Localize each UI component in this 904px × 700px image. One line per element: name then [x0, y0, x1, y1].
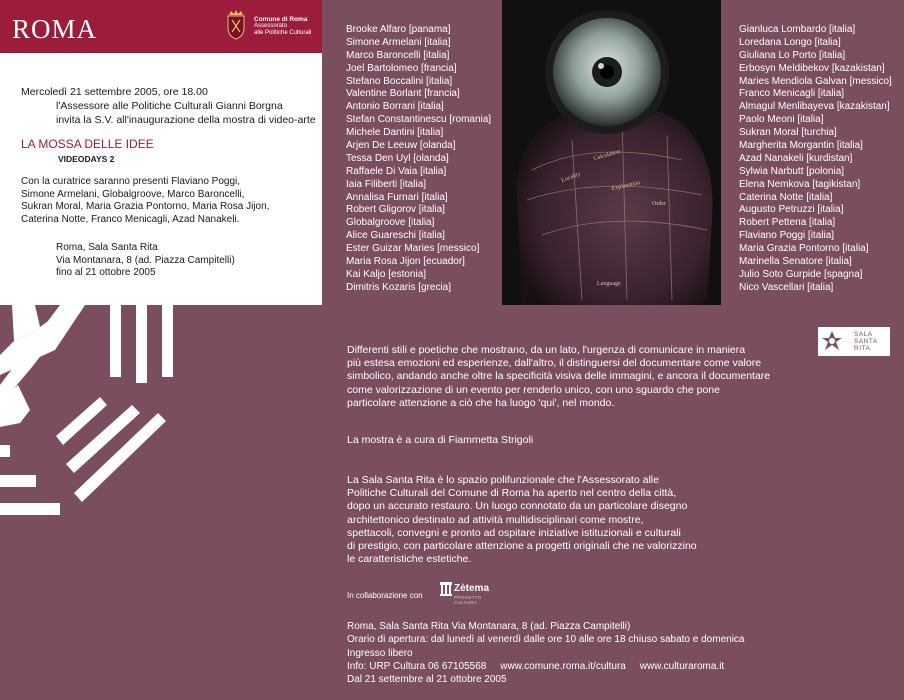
artist-item: Antonio Borrani [italia]	[346, 101, 444, 113]
artist-item: Alice Guareschi [italia]	[346, 230, 445, 242]
artist-item: Augusto Petruzzi [italia]	[739, 204, 844, 216]
comune-line-3: alle Politiche Culturali	[254, 30, 312, 36]
sala-santa-rita-logo	[818, 327, 890, 356]
description-paragraph	[347, 344, 770, 410]
sala-logo-line: SALA	[854, 331, 873, 338]
artist-item: Erbosyn Meldibekov [kazakistan]	[739, 62, 885, 74]
footer-contacts: Info: URP Cultura 06 67105568 www.comune.roma.it/cultura www.culturaroma.it	[347, 660, 725, 672]
artist-item: Sylwia Narbutt [polonia]	[739, 165, 845, 177]
zetema-logo	[440, 582, 496, 604]
description-line: simbolico, andando anche oltre la specificità visiva delle immagini, e ancora il documentare	[347, 370, 771, 383]
artist-item: Sukran Moral [turchia]	[739, 127, 837, 139]
artist-item: Loredana Longo [italia]	[739, 36, 841, 48]
exhibition-subtitle: VIDEODAYS 2	[58, 154, 115, 164]
sala-description-line: le caratteristiche estetiche.	[347, 553, 472, 566]
venue-text	[56, 242, 235, 280]
description-line: Differenti stili e poetiche che mostrano, da un lato, l'urgenza di comunicare in maniera	[347, 344, 746, 356]
zetema-icon	[440, 582, 452, 596]
footer-entry: Ingresso libero	[347, 647, 413, 659]
phrenology-head-image	[502, 0, 721, 305]
venue-line: fino al 21 ottobre 2005	[56, 267, 156, 278]
artist-item: Elena Nemkova [tagikistan]	[739, 178, 861, 190]
artist-item: Globalgroove [italia]	[346, 217, 435, 229]
sala-description	[347, 474, 697, 566]
artist-item: Stefan Constantinescu [romania]	[346, 114, 492, 126]
artists-list-left	[346, 24, 491, 295]
description-line: particolare attenzione a ciò che ha luogo 'qui', nel mondo.	[347, 396, 615, 409]
venue-line: Via Montanara, 8 (ad. Piazza Campitelli)	[56, 254, 235, 266]
artist-item: Arjen De Leeuw [olanda]	[346, 140, 456, 152]
invite-line-2: invita la S.V. all'inaugurazione della mostra di video-arte	[56, 114, 316, 126]
comune-text	[254, 16, 311, 37]
artwork-word: Locality	[560, 171, 582, 184]
zetema-subtitle: PROGETTO CULTURA	[454, 595, 482, 605]
sala-santa-rita-text	[854, 331, 878, 352]
roma-logo: ROMA	[12, 14, 98, 44]
artwork-word: Explanation	[611, 180, 641, 192]
sala-description-line: spettacoli, convegni e pronto ad ospitare iniziative istituzionali e culturali	[347, 526, 681, 539]
artist-item: Azad Nanakeli [kurdistan]	[739, 152, 853, 164]
artist-item: Flaviano Poggi [italia]	[739, 230, 835, 242]
artist-item: Tessa Den Uyl [olanda]	[346, 152, 449, 164]
artist-item: Ester Guizar Maries [messico]	[346, 243, 480, 255]
artist-item: Valentine Borlant [francia]	[346, 88, 460, 100]
presenters-line: Caterina Notte, Franco Menicagli, Azad Nanakeli.	[21, 213, 240, 225]
artwork-word: Order	[652, 201, 666, 207]
artist-item: Joel Bartolomeo [francia]	[346, 62, 457, 74]
artist-item: Michele Dantini [italia]	[346, 127, 444, 139]
artist-item: Iaia Filiberti [italia]	[346, 178, 427, 190]
artist-item: Marinella Senatore [italia]	[739, 256, 852, 268]
roma-crest-icon	[226, 10, 246, 40]
event-date: Mercoledì 21 settembre 2005, ore 18.00	[21, 86, 208, 98]
artwork-word: Calculation	[592, 148, 622, 162]
artist-item: Annalisa Furnari [italia]	[346, 191, 448, 203]
sala-description-line: architettonico destinato ad attività multidisciplinari come mostre,	[347, 513, 644, 526]
artist-item: Brooke Alfaro [panama]	[346, 24, 451, 35]
artist-item: Kai Kaljo [estonia]	[346, 268, 427, 280]
footer-address: Roma, Sala Santa Rita Via Montanara, 8 (ad. Piazza Campitelli)	[347, 621, 631, 632]
venue-line: Roma, Sala Santa Rita	[56, 242, 158, 253]
hands-graphic	[0, 305, 200, 545]
zetema-name: Zètema	[454, 583, 490, 594]
artist-item: Caterina Notte [italia]	[739, 191, 833, 203]
sala-description-line: Politiche Culturali del Comune di Roma ha aperto nel centro della città,	[347, 487, 677, 500]
artist-item: Paolo Meoni [italia]	[739, 114, 824, 126]
collaboration-label: In collaborazione con	[347, 591, 423, 600]
artist-item: Dimitris Kozaris [grecia]	[346, 281, 452, 293]
sala-logo-line: RITA	[854, 345, 871, 352]
sala-description-line: dopo un accurato restauro. Un luogo connotato da un particolare disegno	[347, 500, 688, 513]
invite-line-1: l'Assessore alle Politiche Culturali Gianni Borgna	[56, 100, 283, 112]
artist-item: Almagul Menlibayeva [kazakistan]	[739, 101, 890, 113]
artist-item: Franco Menicagli [italia]	[739, 88, 845, 100]
artist-item: Julio Soto Gurpide [spagna]	[739, 268, 863, 280]
exhibition-title: LA MOSSA DELLE IDEE	[21, 137, 154, 151]
artist-item: Robert Gligorov [italia]	[346, 204, 445, 216]
comune-line-2: Assessorato	[254, 23, 288, 29]
sala-description-line: La Sala Santa Rita è lo spazio polifunzionale che l'Assessorato alle	[347, 474, 659, 486]
artist-item: Nico Vascellari [italia]	[739, 281, 834, 293]
sala-santa-rita-icon	[822, 331, 842, 351]
footer-dates: Dal 21 settembre al 21 ottobre 2005	[347, 674, 507, 686]
artist-item: Giuliana Lo Porto [italia]	[739, 49, 846, 61]
artist-item: Maries Mendiola Galvan [messico]	[739, 75, 892, 87]
artist-item: Maria Grazia Pontorno [italia]	[739, 243, 869, 255]
footer-hours: Orario di apertura: dal lunedì al venerdì dalle ore 10 alle ore 18 chiuso sabato e domenica	[347, 634, 745, 646]
artist-item: Gianluca Lombardo [italia]	[739, 24, 856, 35]
artist-item: Simone Armelani [italia]	[346, 36, 451, 48]
sala-logo-line: SANTA	[854, 338, 878, 345]
comune-line-1: Comune di Roma	[254, 16, 308, 23]
curator-text: La mostra è a cura di Fiammetta Strigoli	[347, 434, 534, 446]
footer-info	[347, 620, 744, 686]
presenters-line: Sukran Moral, Maria Grazia Pontorno, Maria Rosa Jijon,	[21, 201, 270, 212]
description-line: come valorizzazione di un evento per renderlo unico, con uno sguardo che pone	[347, 383, 720, 396]
invitation-panel	[0, 53, 322, 305]
artists-list-right	[739, 24, 892, 295]
artwork-word: Language	[597, 281, 621, 287]
artist-item: Stefano Boccalini [italia]	[346, 75, 453, 87]
sala-description-line: di prestigio, con particolare attenzione a progetti originali che ne valorizzino	[347, 540, 697, 553]
description-line: più estesa emozioni ed esperienze, dall'altro, il distinguersi del documentare come valore	[347, 357, 762, 370]
header-bar	[0, 0, 322, 53]
presenters-text	[21, 176, 269, 226]
presenters-line: Con la curatrice saranno presenti Flaviano Poggi,	[21, 176, 241, 187]
presenters-line: Simone Armelani, Globalgroove, Marco Baroncelli,	[21, 188, 245, 200]
artist-item: Robert Pettena [italia]	[739, 217, 836, 229]
artist-item: Marco Baroncelli [italia]	[346, 49, 450, 61]
artist-item: Raffaele Di Vaia [italia]	[346, 165, 447, 177]
artist-item: Margherita Morgantin [italia]	[739, 140, 863, 152]
artwork-image	[502, 0, 721, 305]
artist-item: Maria Rosa Jijon [ecuador]	[346, 256, 465, 268]
